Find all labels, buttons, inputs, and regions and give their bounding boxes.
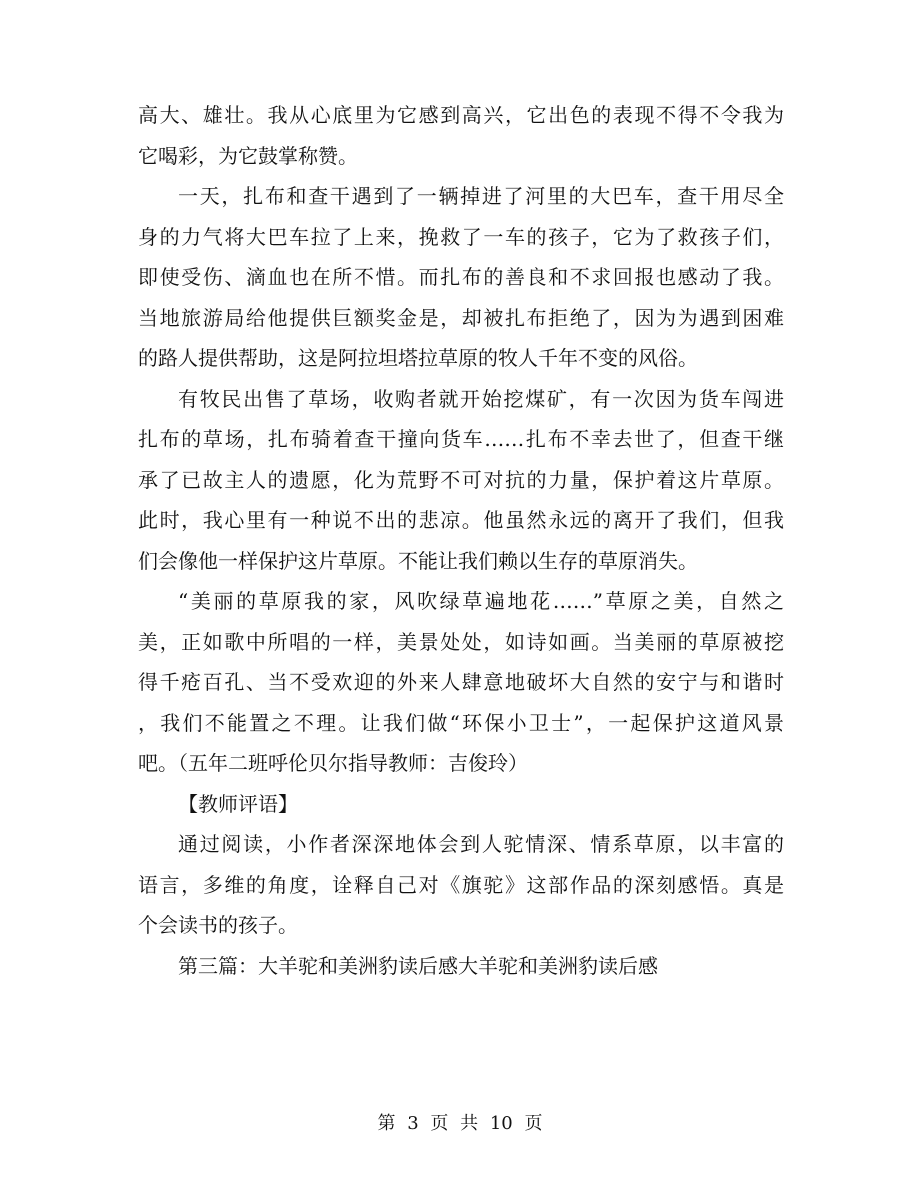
text-line: “美丽的草原我的家，风吹绿草遍地花……”草原之美，自然之 — [178, 589, 784, 613]
text-line: ，我们不能置之不理。让我们做“环保小卫士”，一起保护这道风景 — [138, 710, 784, 735]
text-line: 第三篇：大羊驼和美洲豹读后感大羊驼和美洲豹读后感 — [178, 953, 658, 978]
page-number-label: 第 3 页 共 10 页 — [377, 1113, 543, 1134]
page-footer — [0, 1112, 920, 1136]
text-line: 们会像他一样保护这片草原。不能让我们赖以生存的草原消失。 — [138, 548, 698, 573]
text-line: 扎布的草场，扎布骑着查干撞向货车……扎布不幸去世了，但查干继 — [138, 427, 784, 451]
text-line: 承了已故主人的遗愿，化为荒野不可对抗的力量，保护着这片草原。 — [138, 467, 784, 492]
text-line: 吧。（五年二班呼伦贝尔指导教师：吉俊玲） — [138, 751, 528, 775]
text-line: 一天，扎布和查干遇到了一辆掉进了河里的大巴车，查干用尽全 — [178, 184, 784, 208]
text-line: 它喝彩，为它鼓掌称赞。 — [138, 143, 358, 168]
text-line: 高大、雄壮。我从心底里为它感到高兴，它出色的表现不得不令我为 — [138, 103, 784, 127]
text-line: 的路人提供帮助，这是阿拉坦塔拉草原的牧人千年不变的风俗。 — [138, 346, 698, 370]
text-line: 身的力气将大巴车拉了上来，挽救了一车的孩子，它为了救孩子们， — [138, 224, 784, 249]
text-line: 语言，多维的角度，诠释自己对《旗驼》这部作品的深刻感悟。真是 — [138, 872, 784, 897]
text-line: 有牧民出售了草场，收购者就开始挖煤矿，有一次因为货车闯进 — [178, 386, 784, 411]
text-line: 个会读书的孩子。 — [138, 913, 298, 937]
document-body — [138, 95, 784, 986]
text-line: 此时，我心里有一种说不出的悲凉。他虽然永远的离开了我们，但我 — [138, 508, 784, 532]
text-line: 即使受伤、滴血也在所不惜。而扎布的善良和不求回报也感动了我。 — [138, 265, 784, 289]
text-line: 【教师评语】 — [178, 791, 298, 816]
text-line: 美，正如歌中所唱的一样，美景处处，如诗如画。当美丽的草原被挖 — [138, 629, 784, 654]
text-line: 得千疮百孔、当不受欢迎的外来人肆意地破坏大自然的安宁与和谐时 — [138, 670, 784, 694]
text-line: 通过阅读，小作者深深地体会到人驼情深、情系草原，以丰富的 — [178, 832, 784, 856]
text-line: 当地旅游局给他提供巨额奖金是，却被扎布拒绝了，因为为遇到困难 — [138, 305, 784, 330]
